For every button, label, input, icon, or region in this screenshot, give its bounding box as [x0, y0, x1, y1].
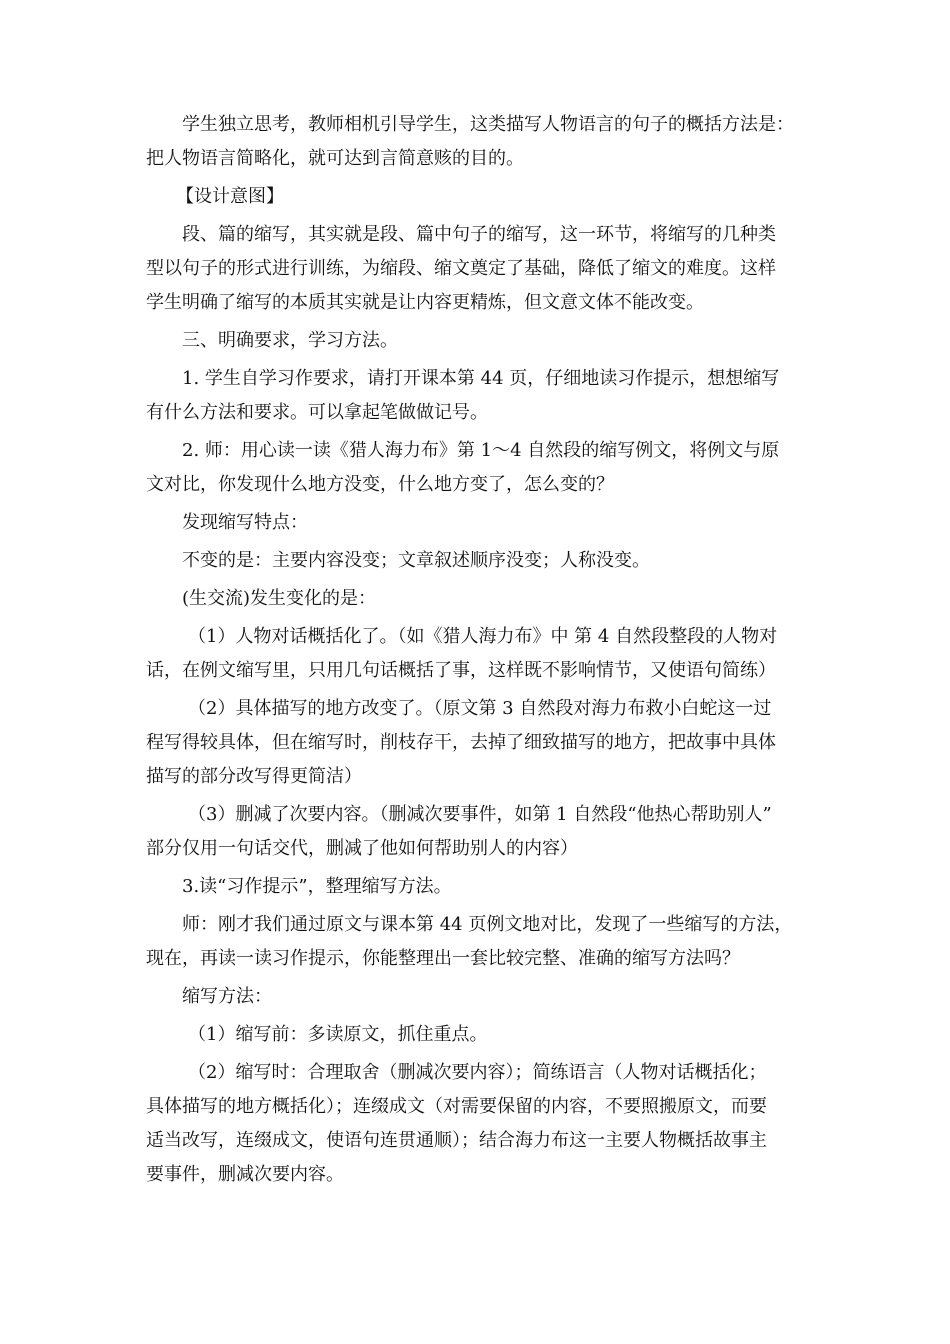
paragraph-line: 把人物语言简略化，就可达到言简意赅的目的。	[146, 148, 524, 169]
paragraph-line: 部分仅用一句话交代，删减了他如何帮助别人的内容）	[146, 838, 578, 859]
list-item: （2）缩写时：合理取舍（删减次要内容）；简练语言（人物对话概括化；	[188, 1062, 767, 1083]
paragraph-line: 发现缩写特点：	[182, 512, 308, 533]
paragraph-line: 不变的是：主要内容没变；文章叙述顺序没变；人称没变。	[182, 550, 650, 571]
list-item: （2）具体描写的地方改变了。（原文第 3 自然段对海力布救小白蛇这一过	[188, 698, 772, 719]
paragraph-line: 缩写方法：	[182, 986, 272, 1007]
paragraph-line: 学生独立思考，教师相机引导学生，这类描写人物语言的句子的概括方法是：	[182, 114, 794, 135]
paragraph-line: 要事件，删减次要内容。	[146, 1164, 344, 1185]
paragraph-line: 师：刚才我们通过原文与课本第 44 页例文地对比，发现了一些缩写的方法，	[182, 914, 793, 935]
paragraph-line: 现在，再读一读习作提示，你能整理出一套比较完整、准确的缩写方法吗？	[146, 948, 740, 969]
paragraph-line: 具体描写的地方概括化）；连缀成文（对需要保留的内容，不要照搬原文，而要	[146, 1096, 767, 1117]
paragraph-line: 型以句子的形式进行训练，为缩段、缩文奠定了基础，降低了缩文的难度。这样	[146, 258, 776, 279]
paragraph-line: 文对比，你发现什么地方没变，什么地方变了，怎么变的？	[146, 474, 614, 495]
paragraph-line: 2. 师：用心读一读《猎人海力布》第 1～4 自然段的缩写例文，将例文与原	[182, 440, 780, 461]
paragraph-line: (生交流)发生变化的是：	[182, 588, 377, 609]
paragraph-line: 学生明确了缩写的本质其实就是让内容更精炼，但文意文体不能改变。	[146, 292, 704, 313]
paragraph-line: 程写得较具体，但在缩写时，削枝存干，去掉了细致描写的地方，把故事中具体	[146, 732, 776, 753]
paragraph-line: 话，在例文缩写里，只用几句话概括了事，这样既不影响情节，又使语句简练）	[146, 660, 776, 681]
section-heading: 三、明确要求，学习方法。	[182, 330, 398, 351]
document-page	[146, 108, 812, 1192]
section-heading: 【设计意图】	[176, 186, 284, 207]
paragraph-line: 1. 学生自学习作要求，请打开课本第 44 页，仔细地读习作提示，想想缩写	[182, 368, 780, 389]
paragraph-line: 有什么方法和要求。可以拿起笔做做记号。	[146, 402, 488, 423]
section-heading: 3.读“习作提示”，整理缩写方法。	[182, 876, 452, 897]
paragraph-line: 描写的部分改写得更简洁）	[146, 766, 362, 787]
list-item: （1）人物对话概括化了。（如《猎人海力布》中 第 4 自然段整段的人物对	[188, 626, 778, 647]
paragraph-line: 段、篇的缩写，其实就是段、篇中句子的缩写，这一环节，将缩写的几种类	[182, 224, 776, 245]
list-item: （3）删减了次要内容。（删减次要事件，如第 1 自然段“他热心帮助别人”	[188, 804, 772, 825]
paragraph-line: 适当改写，连缀成文，使语句连贯通顺）；结合海力布这一主要人物概括故事主	[146, 1130, 767, 1151]
list-item: （1）缩写前：多读原文，抓住重点。	[188, 1024, 488, 1045]
